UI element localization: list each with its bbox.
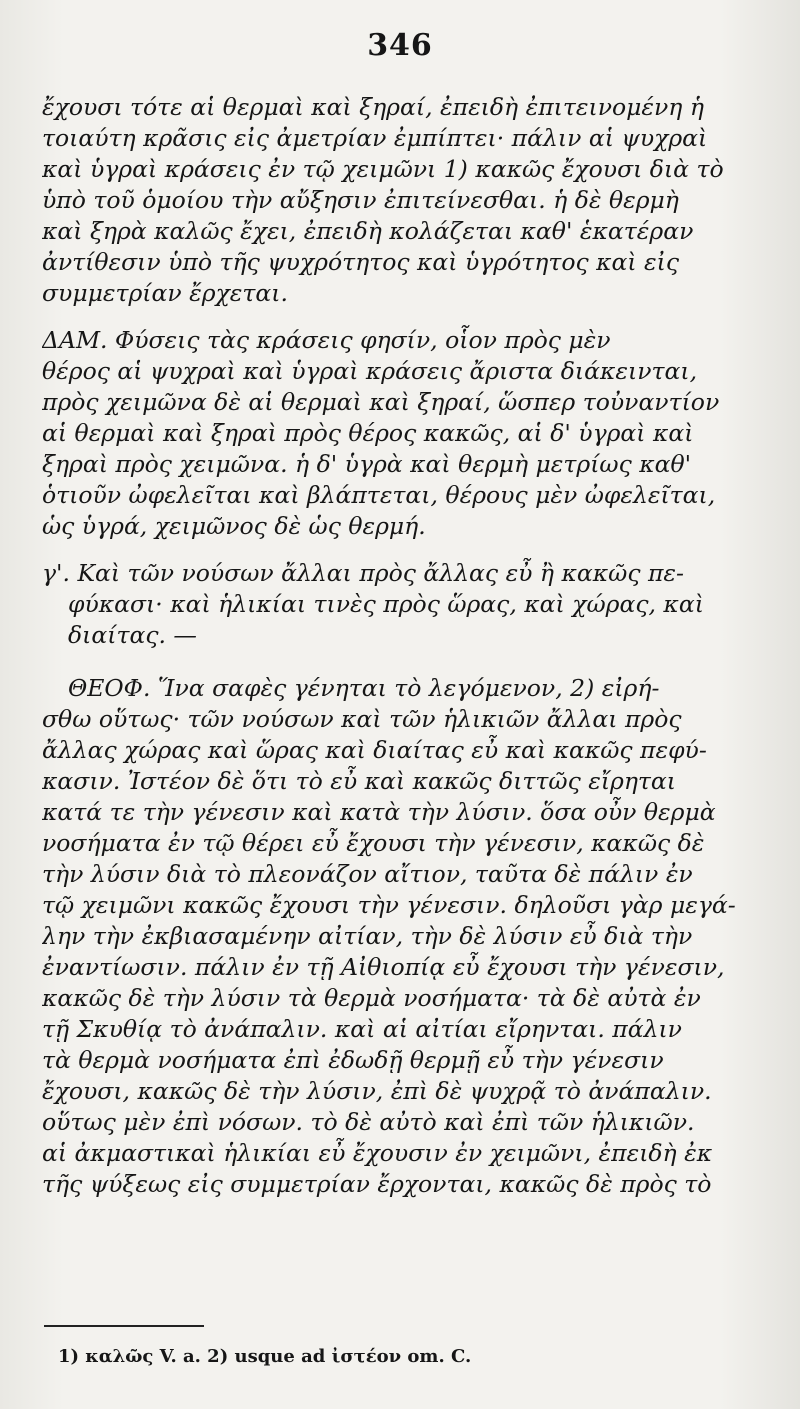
text-line: σθω οὕτως· τῶν νούσων καὶ τῶν ἡλικιῶν ἄλλαι πρὸς xyxy=(42,705,682,733)
text-line: τὴν λύσιν διὰ τὸ πλεονάζον αἴτιον, ταῦτα δὲ πάλιν ἐν xyxy=(42,860,693,888)
text-line: κασιν. Ἰστέον δὲ ὅτι τὸ εὖ καὶ κακῶς διττῶς εἴρηται xyxy=(42,767,677,795)
text-line: καὶ ὑγραὶ κράσεις ἐν τῷ χειμῶνι 1) κακῶς ἔχουσι διὰ τὸ xyxy=(42,155,724,183)
text-line: ΘΕΟΦ. Ἵνα σαφὲς γένηται τὸ λεγόμενον, 2) εἰρή- xyxy=(68,674,660,702)
paragraph-gamma xyxy=(42,558,742,651)
text-line: γ'. Καὶ τῶν νούσων ἄλλαι πρὸς ἄλλας εὖ ἢ κακῶς πε- xyxy=(42,559,684,587)
text-line: ὁτιοῦν ὠφελεῖται καὶ βλάπτεται, θέρους μὲν ὠφελεῖται, xyxy=(42,481,716,509)
text-line: ἐναντίωσιν. πάλιν ἐν τῇ Αἰθιοπίᾳ εὖ ἔχουσι τὴν γένεσιν, xyxy=(42,953,725,981)
text-line: ἔχουσι, κακῶς δὲ τὴν λύσιν, ἐπὶ δὲ ψυχρᾷ τὸ ἀνάπαλιν. xyxy=(42,1077,712,1105)
text-line: φύκασι· καὶ ἡλικίαι τινὲς πρὸς ὥρας, καὶ χώρας, καὶ xyxy=(68,590,704,618)
text-line: αἱ ἀκμαστικαὶ ἡλικίαι εὖ ἔχουσιν ἐν χειμῶνι, ἐπειδὴ ἐκ xyxy=(42,1139,713,1167)
page-number: 346 xyxy=(367,28,433,63)
text-line: αἱ θερμαὶ καὶ ξηραὶ πρὸς θέρος κακῶς, αἱ δ' ὑγραὶ καὶ xyxy=(42,419,694,447)
text-line: οὕτως μὲν ἐπὶ νόσων. τὸ δὲ αὐτὸ καὶ ἐπὶ τῶν ἡλικιῶν. xyxy=(42,1108,695,1136)
text-line: καὶ ξηρὰ καλῶς ἔχει, ἐπειδὴ κολάζεται καθ' ἑκατέραν xyxy=(42,217,694,245)
text-line: θέρος αἱ ψυχραὶ καὶ ὑγραὶ κράσεις ἄριστα διάκεινται, xyxy=(42,357,698,385)
paragraph-theoph xyxy=(42,673,742,1200)
text-line: νοσήματα ἐν τῷ θέρει εὖ ἔχουσι τὴν γένεσιν, κακῶς δὲ xyxy=(42,829,705,857)
footnotes: 1) καλῶς V. a. 2) usque ad ἰστέον om. C. xyxy=(58,1346,472,1367)
text-line: τοιαύτη κρᾶσις εἰς ἀμετρίαν ἐμπίπτει· πάλιν αἱ ψυχραὶ xyxy=(42,124,708,152)
text-line: ἔχουσι τότε αἱ θερμαὶ καὶ ξηραί, ἐπειδὴ ἐπιτεινομένη ἡ xyxy=(42,93,704,121)
paragraph-dam xyxy=(42,325,742,542)
text-line: τῇ Σκυθίᾳ τὸ ἀνάπαλιν. καὶ αἱ αἰτίαι εἴρηνται. πάλιν xyxy=(42,1015,682,1043)
text-line: ἀντίθεσιν ὑπὸ τῆς ψυχρότητος καὶ ὑγρότητος καὶ εἰς xyxy=(42,248,680,276)
paragraph-1 xyxy=(42,92,742,309)
text-line: συμμετρίαν ἔρχεται. xyxy=(42,279,288,307)
text-line: ὡς ὑγρά, χειμῶνος δὲ ὡς θερμή. xyxy=(42,512,426,540)
text-line: ΔΑΜ. Φύσεις τὰς κράσεις φησίν, οἷον πρὸς μὲν xyxy=(42,326,611,354)
text-line: τὰ θερμὰ νοσήματα ἐπὶ ἐδωδῇ θερμῇ εὖ τὴν γένεσιν xyxy=(42,1046,664,1074)
text-line: κατά τε τὴν γένεσιν καὶ κατὰ τὴν λύσιν. ὅσα οὖν θερμὰ xyxy=(42,798,716,826)
body-text xyxy=(42,92,742,1200)
text-line: τῆς ψύξεως εἰς συμμετρίαν ἔρχονται, κακῶς δὲ πρὸς τὸ xyxy=(42,1170,712,1198)
text-line: ξηραὶ πρὸς χειμῶνα. ἡ δ' ὑγρὰ καὶ θερμὴ μετρίως καθ' xyxy=(42,450,692,478)
text-line: λην τὴν ἐκβιασαμένην αἰτίαν, τὴν δὲ λύσιν εὖ διὰ τὴν xyxy=(42,922,693,950)
text-line: ὑπὸ τοῦ ὁμοίου τὴν αὔξησιν ἐπιτείνεσθαι. ἡ δὲ θερμὴ xyxy=(42,186,679,214)
text-line: πρὸς χειμῶνα δὲ αἱ θερμαὶ καὶ ξηραί, ὥσπερ τοὐναντίον xyxy=(42,388,720,416)
text-line: ἄλλας χώρας καὶ ὥρας καὶ διαίτας εὖ καὶ κακῶς πεφύ- xyxy=(42,736,707,764)
text-line: κακῶς δὲ τὴν λύσιν τὰ θερμὰ νοσήματα· τὰ δὲ αὐτὰ ἐν xyxy=(42,984,701,1012)
text-line: τῷ χειμῶνι κακῶς ἔχουσι τὴν γένεσιν. δηλοῦσι γὰρ μεγά- xyxy=(42,891,736,919)
footnote-rule xyxy=(44,1325,204,1327)
text-line: διαίτας. — xyxy=(68,621,197,649)
